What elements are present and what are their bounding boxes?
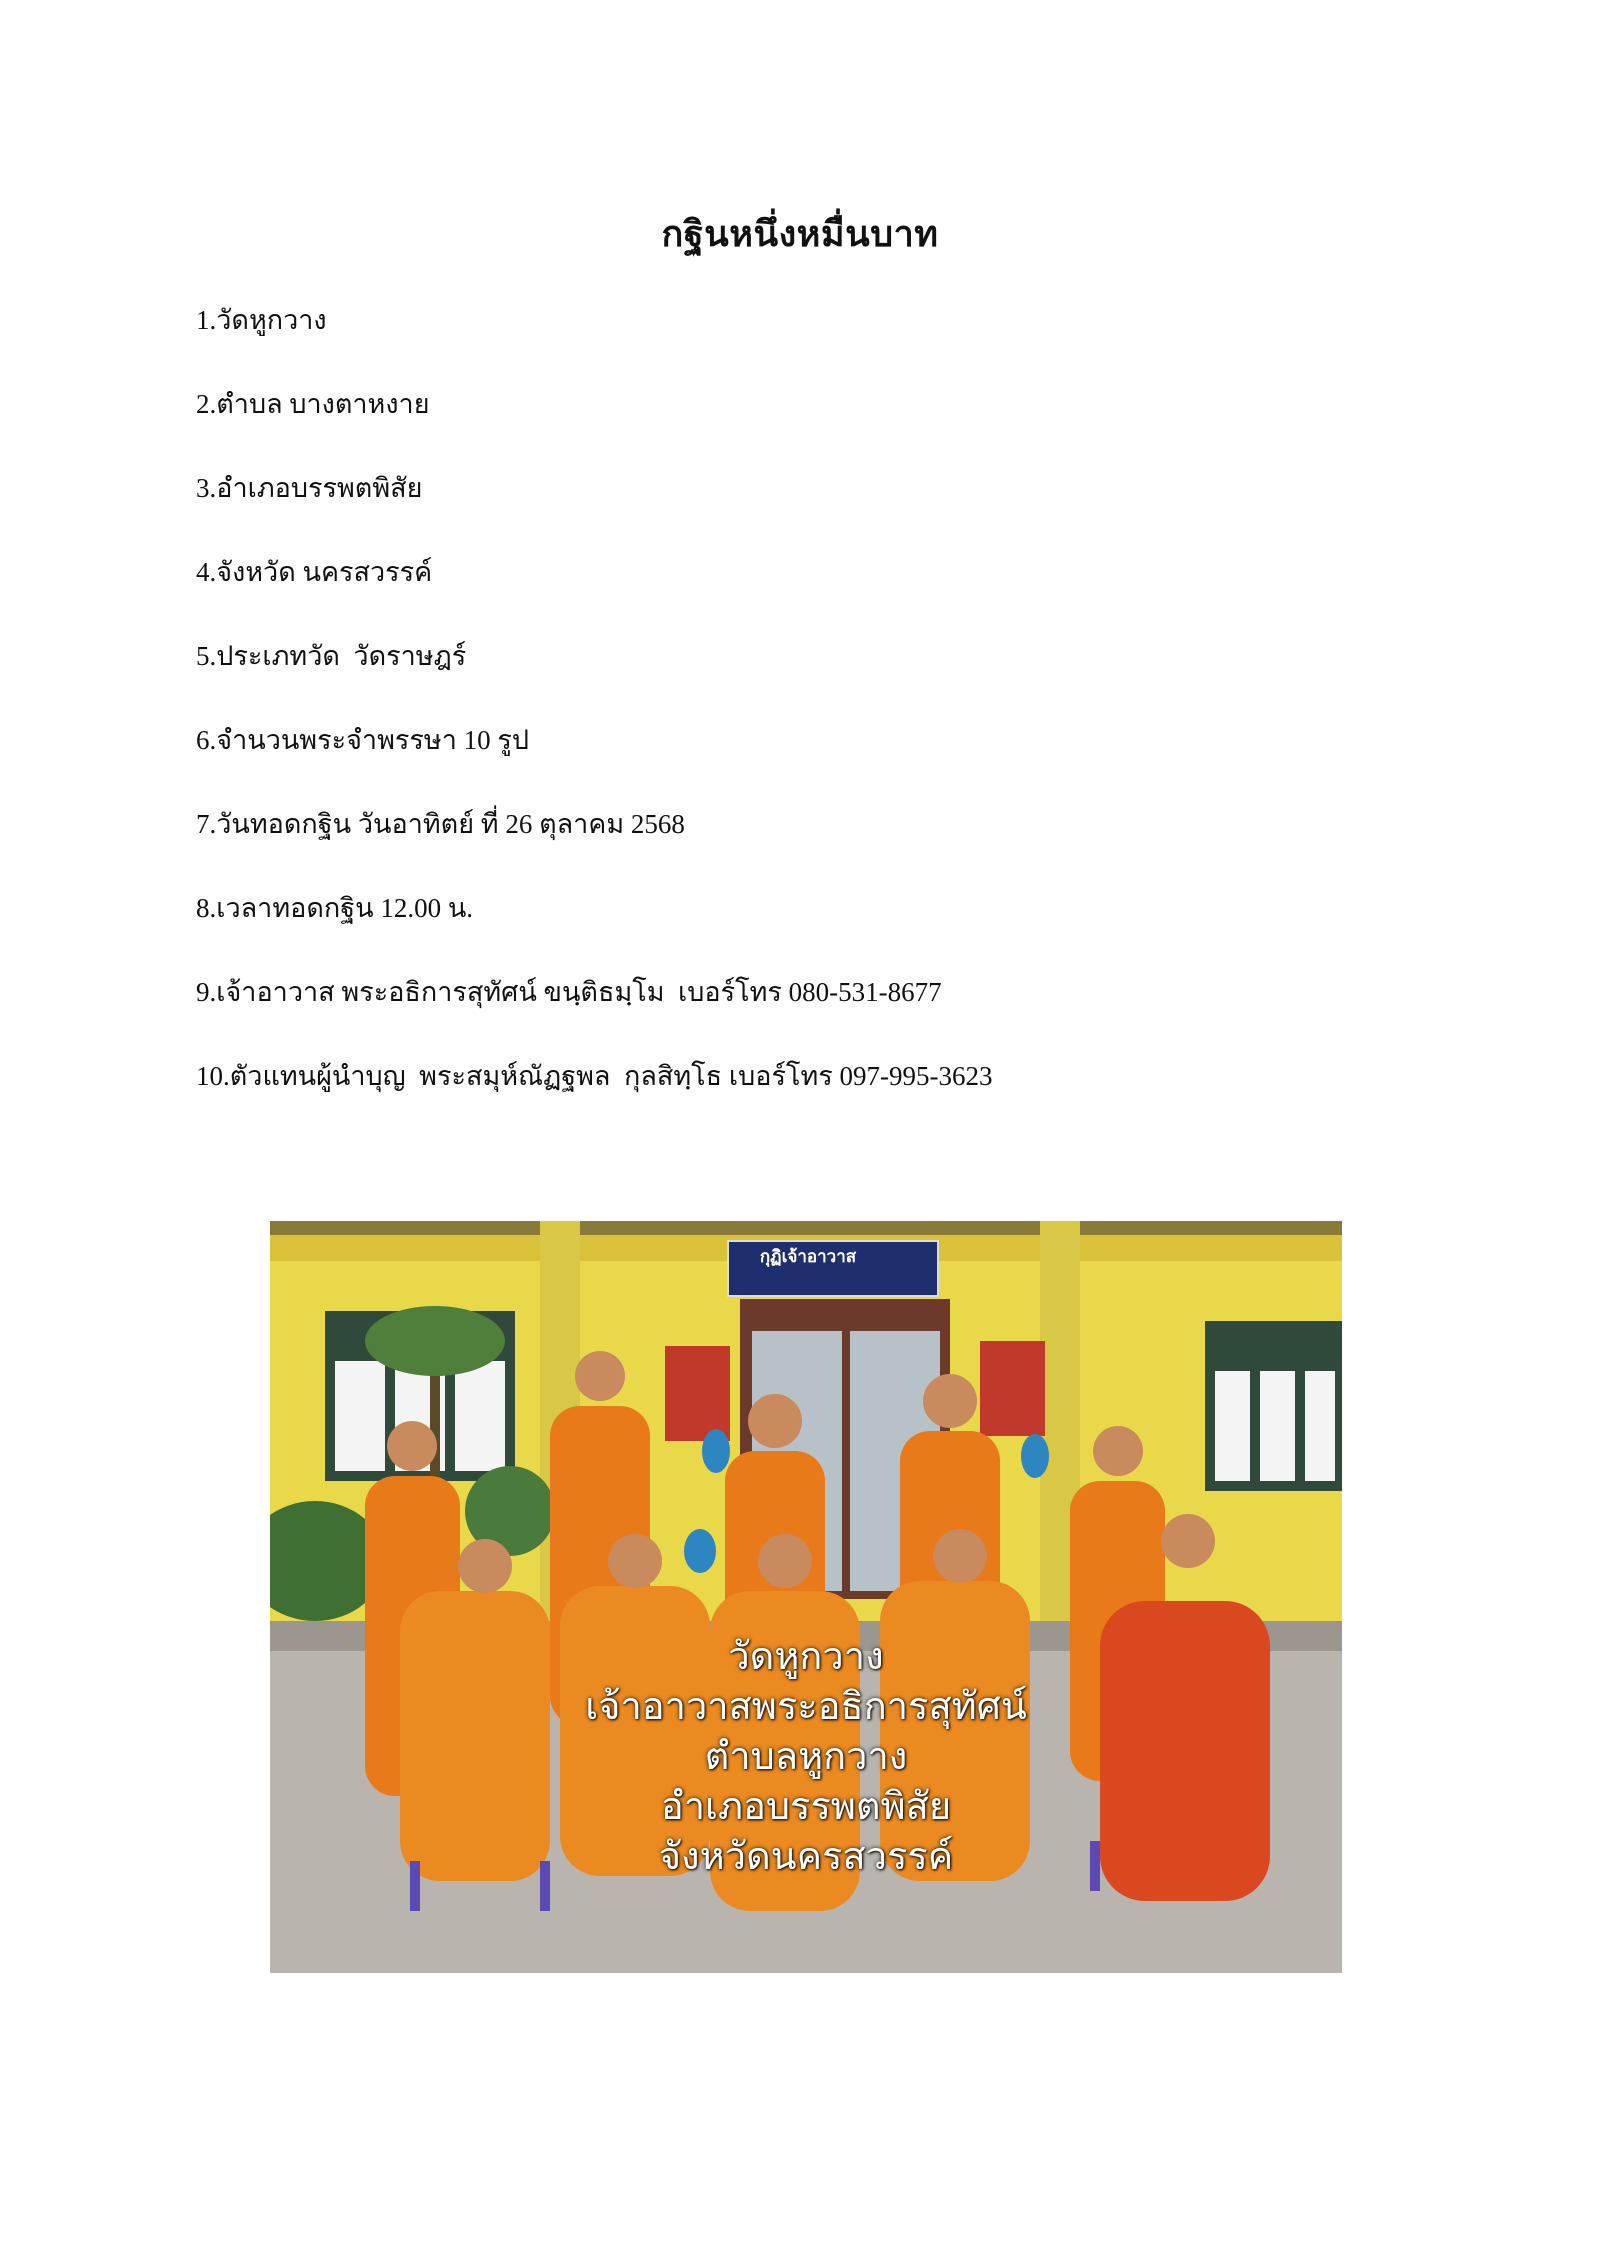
caption-line-abbot: เจ้าอาวาสพระอธิการสุทัศน์ [585, 1684, 1027, 1728]
info-item-district: 3.อำเภอบรรพตพิสัย [196, 473, 423, 503]
info-item-monk-count: 6.จำนวนพระจำพรรษา 10 รูป [196, 725, 529, 755]
caption-line-subdistrict: ตำบลหูกวาง [704, 1734, 908, 1778]
group-photo [270, 1221, 1342, 1973]
photo-caption [270, 1631, 1342, 1881]
info-item-temple: 1.วัดหูกวาง [196, 305, 327, 335]
info-item-time: 8.เวลาทอดกฐิน 12.00 น. [196, 893, 474, 923]
info-list [196, 302, 993, 1142]
building-sign-text: กุฏิเจ้าอาวาส [759, 1247, 857, 1267]
info-item-temple-type: 5.ประเภทวัด วัดราษฎร์ [196, 641, 467, 671]
info-item-representative: 10.ตัวแทนผู้นำบุญ พระสมุห์ณัฏฐพล กุลสิทฺโธ เบอร์โทร 097-995-3623 [196, 1061, 993, 1091]
info-item-subdistrict: 2.ตำบล บางตาหงาย [196, 389, 430, 419]
info-item-province: 4.จังหวัด นครสวรรค์ [196, 557, 433, 587]
caption-line-province: จังหวัดนครสวรรค์ [658, 1834, 954, 1878]
info-item-abbot: 9.เจ้าอาวาส พระอธิการสุทัศน์ ขนฺติธมฺโม เบอร์โทร 080-531-8677 [196, 977, 942, 1007]
caption-line-temple: วัดหูกวาง [728, 1634, 884, 1678]
page-title: กฐินหนึ่งหมื่นบาท [661, 214, 939, 254]
info-item-date: 7.วันทอดกฐิน วันอาทิตย์ ที่ 26 ตุลาคม 2568 [196, 809, 685, 839]
caption-line-district: อำเภอบรรพตพิสัย [660, 1784, 952, 1828]
